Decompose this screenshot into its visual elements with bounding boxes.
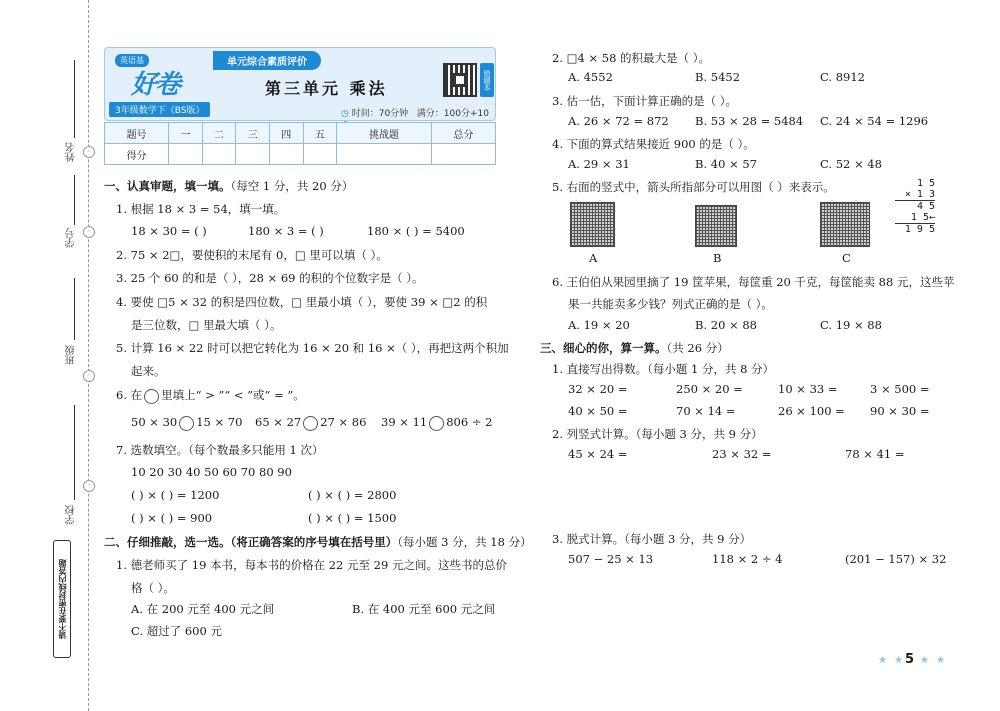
oral-item: 90 × 30 = — [870, 404, 930, 418]
s2-q3-option-c: C. 24 × 54 = 1296 — [820, 114, 929, 128]
school-label: 学校 — [66, 505, 77, 525]
s2-q4-option-b: B. 40 × 57 — [695, 157, 757, 171]
student-no-label: 学号 — [66, 228, 77, 248]
s1-q1-b: 180 × 3 = ( ) — [248, 224, 324, 238]
full-score: 满分：100分+10 — [416, 109, 489, 119]
s1-q5-line1: 5. 计算 16 × 22 时可以把它转化为 16 × 20 和 16 ×（ ），再把这两个积加 — [116, 341, 509, 355]
expr-right: 27 × 86 — [320, 415, 367, 429]
school-line — [74, 405, 75, 500]
score-table-header-cell: 三 — [236, 123, 270, 144]
s2-q2: 2. □4 × 58 的积最大是（ ）。 — [552, 51, 710, 65]
compare-circle[interactable] — [303, 416, 318, 431]
s1-q4-line1: 4. 要使 □5 × 32 的积是四位数，□ 里最小填（ ），要使 39 × □2 的积 — [116, 295, 488, 309]
score-table-header-cell: 挑战题 — [337, 123, 432, 144]
binding-hole: ◦ — [83, 370, 95, 382]
vertical-calc-item: 78 × 41 = — [845, 447, 905, 461]
stepwise-item: 118 × 2 ÷ 4 — [712, 552, 783, 566]
vertical-calc-item: 45 × 24 = — [568, 447, 628, 461]
score-table-header-row — [105, 123, 496, 144]
brand-logo: 好卷 — [131, 70, 180, 100]
eval-tag: 单元综合素质评价 — [213, 51, 321, 70]
s2-q1-option-a: A. 在 200 元至 400 元之间 — [131, 602, 275, 616]
s1-q2: 2. 75 × 2□，要使积的末尾有 0，□ 里可以填（ ）。 — [116, 248, 388, 262]
score-table-header-cell: 二 — [202, 123, 236, 144]
section-1-title: 一、认真审题，填一填。 — [104, 179, 231, 193]
s2-q3-option-b: B. 53 × 28 = 5484 — [695, 114, 804, 128]
grade-tag: 3年级数学下（BS版） — [109, 102, 210, 117]
s1-q6 — [116, 387, 305, 404]
student-no-line — [74, 175, 75, 225]
s2-q2-option-c: C. 8912 — [820, 70, 865, 84]
binding-hole: ◦ — [83, 146, 95, 158]
vert-line: 4 5 — [916, 201, 935, 212]
expr-left: 50 × 30 — [131, 415, 178, 429]
figure-c-label: C — [842, 251, 851, 265]
s2-q4: 4. 下面的算式结果接近 900 的是（ ）。 — [552, 137, 755, 151]
section-2-heading — [104, 534, 532, 550]
binding-hole: ◦ — [83, 480, 95, 492]
figure-a-label: A — [589, 251, 598, 265]
vertical-calc-item: 23 × 32 = — [712, 447, 772, 461]
score-table-header-cell: 题号 — [105, 123, 169, 144]
s1-q7-title: 7. 选数填空。 — [116, 443, 189, 457]
s3-q2 — [552, 426, 763, 442]
blank-circle-icon — [144, 389, 159, 404]
score-table-header-cell: 总分 — [431, 123, 495, 144]
score-table-header-cell: 五 — [303, 123, 337, 144]
s2-q6-line1: 6. 王伯伯从果园里摘了 19 筐苹果，每筐重 20 千克，每筐能卖 88 元，这些苹 — [552, 275, 955, 289]
s2-q1-option-b: B. 在 400 元至 600 元之间 — [352, 602, 496, 616]
oral-item: 250 × 20 = — [676, 382, 743, 396]
star-decoration-icon: ★ ★ — [878, 655, 906, 666]
s1-q7-eq-2: ( ) × ( ) = 2800 — [308, 488, 397, 502]
s1-q7-eq-3: ( ) × ( ) = 900 — [131, 511, 213, 525]
name-line — [74, 60, 75, 138]
oral-item: 40 × 50 = — [568, 404, 628, 418]
stepwise-item: (201 − 157) × 32 — [845, 552, 947, 566]
score-table-score-row — [105, 144, 496, 165]
star-decoration-icon: ★ ★ — [920, 655, 948, 666]
s2-q6-option-b: B. 20 × 88 — [695, 318, 757, 332]
header-banner — [104, 47, 496, 121]
score-cell[interactable] — [236, 144, 270, 165]
s2-q2-option-a: A. 4552 — [568, 70, 613, 84]
s2-q5: 5. 右面的竖式中，箭头所指部分可以用图（ ）来表示。 — [552, 180, 835, 194]
s2-q3-option-a: A. 26 × 72 = 872 — [568, 114, 669, 128]
s1-q7 — [116, 442, 324, 458]
section-2-note: （每小题 3 分，共 18 分） — [397, 535, 532, 549]
s3-q3 — [552, 531, 751, 547]
score-cell[interactable] — [431, 144, 495, 165]
oral-item: 70 × 14 = — [676, 404, 736, 418]
figure-b-grid — [695, 205, 737, 247]
score-row-label: 得分 — [105, 144, 169, 165]
score-cell[interactable] — [202, 144, 236, 165]
clock-icon: ◷ — [341, 109, 349, 119]
compare-circle[interactable] — [429, 416, 444, 431]
s3-q1-title: 1. 直接写出得数。 — [552, 362, 648, 376]
s3-q2-title: 2. 列竖式计算。 — [552, 427, 636, 441]
score-table — [104, 122, 496, 165]
section-2-title: 二、仔细推敲，选一选。（将正确答案的序号填在括号里） — [104, 535, 398, 549]
expr-left: 65 × 27 — [255, 415, 302, 429]
name-label: 姓名 — [66, 142, 77, 162]
vert-line: 1 5 — [916, 178, 935, 189]
s2-q1-line1: 1. 德老师买了 19 本书，每本书的价格在 22 元至 29 元之间。这些书的总价 — [116, 558, 507, 572]
class-label: 班级 — [66, 345, 77, 365]
figure-a-grid — [570, 202, 615, 247]
s2-q6-line2: 果一共能卖多少钱？列式正确的是（ ）。 — [568, 297, 773, 311]
vert-line: 1 9 5 — [904, 224, 935, 235]
expr-left: 39 × 11 — [381, 415, 428, 429]
wrong-book-tag: 错题本 — [480, 63, 494, 97]
s1-q7-numbers: 10 20 30 40 50 60 70 80 90 — [131, 465, 292, 479]
vert-line: × 1 3 — [895, 189, 935, 201]
score-cell[interactable] — [269, 144, 303, 165]
s3-q3-note: （每小题 3 分，共 9 分） — [624, 532, 752, 546]
seal-warning: 请不要在密封线内答题 — [53, 540, 71, 658]
s2-q6-option-a: A. 19 × 20 — [568, 318, 630, 332]
score-table-header-cell: 一 — [169, 123, 203, 144]
qr-code-icon — [443, 63, 477, 97]
s1-q1-a: 18 × 30 = ( ) — [131, 224, 207, 238]
section-3-note: （共 26 分） — [666, 341, 729, 355]
s1-q1: 1. 根据 18 × 3 = 54，填一填。 — [116, 202, 286, 216]
page-title: 第三单元 乘法 — [265, 79, 388, 98]
binding-dashed-line — [88, 0, 89, 711]
score-table-header-cell: 四 — [269, 123, 303, 144]
s3-q3-title: 3. 脱式计算。 — [552, 532, 625, 546]
class-line — [74, 278, 75, 340]
s2-q4-option-a: A. 29 × 31 — [568, 157, 630, 171]
oral-item: 10 × 33 = — [778, 382, 838, 396]
section-3-heading — [540, 340, 729, 356]
stepwise-item: 507 − 25 × 13 — [568, 552, 654, 566]
binding-hole: ◦ — [83, 226, 95, 238]
expr-right: 15 × 70 — [196, 415, 243, 429]
s1-q6-expr-1 — [131, 415, 242, 431]
section-1-heading — [104, 178, 353, 194]
s1-q7-eq-4: ( ) × ( ) = 1500 — [308, 511, 397, 525]
s1-q7-eq-1: ( ) × ( ) = 1200 — [131, 488, 220, 502]
s2-q6-option-c: C. 19 × 88 — [820, 318, 882, 332]
s1-q5-line2: 起来。 — [131, 364, 166, 378]
compare-circle[interactable] — [179, 416, 194, 431]
brand-tag: 英语基 — [115, 54, 149, 67]
s2-q3: 3. 估一估，下面计算正确的是（ ）。 — [552, 94, 738, 108]
s1-q6-expr-2 — [255, 415, 366, 431]
expr-right: 806 ÷ 2 — [446, 415, 493, 429]
s1-q7-note: （每个数最多只能用 1 次） — [188, 443, 324, 457]
s1-q6-text-a: 6. 在 — [116, 388, 143, 402]
s2-q4-option-c: C. 52 × 48 — [820, 157, 882, 171]
vertical-calculation — [895, 178, 935, 235]
section-3-title: 三、细心的你，算一算。 — [540, 341, 667, 355]
s3-q1 — [552, 361, 774, 377]
section-1-note: （每空 1 分，共 20 分） — [230, 179, 354, 193]
score-cell[interactable] — [169, 144, 203, 165]
s3-q2-note: （每小题 3 分，共 9 分） — [635, 427, 763, 441]
figure-b-label: B — [713, 251, 722, 265]
figure-c-grid — [820, 202, 870, 247]
s3-q1-note: （每小题 1 分，共 8 分） — [647, 362, 775, 376]
s1-q3: 3. 25 个 60 的和是（ ），28 × 69 的积的个位数字是（ ）。 — [116, 271, 424, 285]
oral-item: 3 × 500 = — [870, 382, 930, 396]
time-limit: 时间：70分钟 — [351, 109, 409, 119]
page-number: 5 — [905, 652, 915, 667]
score-cell[interactable] — [337, 144, 432, 165]
s1-q6-text-b: 里填上“ > ”“ < ”或“ = ”。 — [161, 388, 305, 402]
s1-q6-expr-3 — [381, 415, 492, 431]
s2-q1-line2: 格（ ）。 — [131, 581, 175, 595]
s2-q2-option-b: B. 5452 — [695, 70, 741, 84]
s2-q1-option-c: C. 超过了 600 元 — [131, 624, 222, 638]
binding-margin — [0, 0, 92, 711]
s1-q1-c: 180 × ( ) = 5400 — [367, 224, 465, 238]
vert-line: 1 5← — [895, 212, 935, 224]
oral-item: 32 × 20 = — [568, 382, 628, 396]
score-cell[interactable] — [303, 144, 337, 165]
s1-q4-line2: 是三位数，□ 里最大填（ ）。 — [131, 318, 282, 332]
oral-item: 26 × 100 = — [778, 404, 845, 418]
